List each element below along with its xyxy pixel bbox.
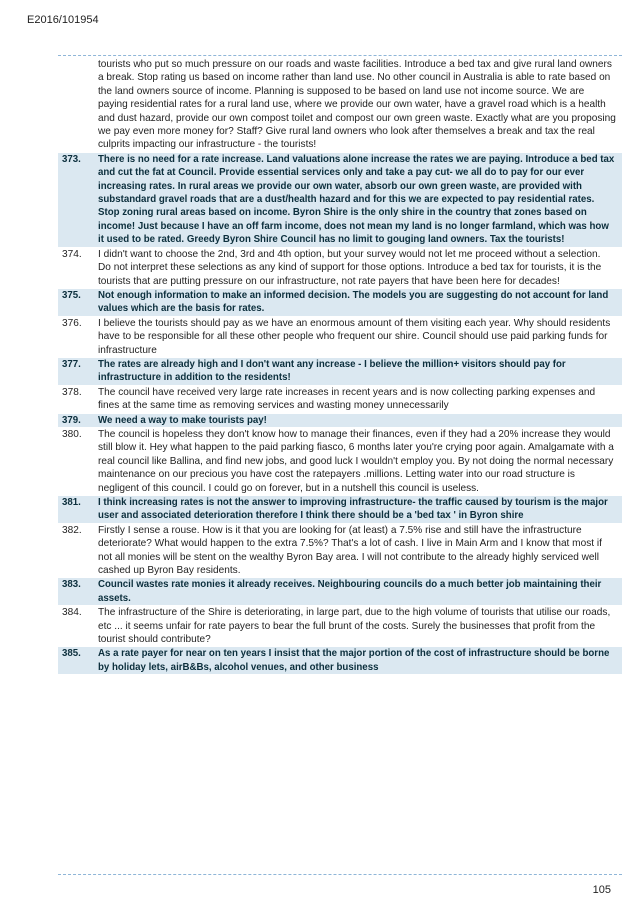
submission-text: I believe the tourists should pay as we have an enormous amount of them visiting each year. Why should residents have to be responsible for all these other people who frequent our shire. Council should use paid parking funds for infrastructure <box>98 317 611 356</box>
submission-number: 374. <box>62 248 82 260</box>
submission-row <box>58 289 622 316</box>
submission-number: 385. <box>62 648 81 660</box>
submission-number: 381. <box>62 497 81 508</box>
submission-number: 378. <box>62 386 82 398</box>
submission-number: 380. <box>62 428 82 440</box>
submission-text: I think increasing rates is not the answer to improving infrastructure- the traffic caused by tourism is the major user and associated deterioration therefore I think there should be a 'bed tax ' in Byron shire <box>98 497 608 522</box>
submission-text: We need a way to make tourists pay! <box>98 414 267 426</box>
submission-text: Not enough information to make an informed decision. The models you are suggesting do not account for land values which are the basis for rates. <box>98 289 609 315</box>
submission-row <box>58 647 622 674</box>
submission-list <box>58 58 622 674</box>
submission-number: 376. <box>62 317 82 329</box>
submission-number: 377. <box>62 358 81 370</box>
submission-text: The council have received very large rate increases in recent years and is now collecting parking expenses and fines at the same time as removing services and wasting money unnecessarily <box>98 386 596 412</box>
submission-row <box>58 58 622 152</box>
submission-text: tourists who put so much pressure on our roads and waste facilities. Introduce a bed tax and give rural land owners a break. Stop rating us based on income rather than land use. No other council in Australia is able to rate based on the land owners source of income. Planning is supposed to be based on land use not income source. We are paying residential rates for a rural land use, where we provide our own water, have a gravel road which is a health and dust hazard, provide our own compost toilet and compost our own green waste. Exactly what are you proposing we pay even more money for? Staff? Give rural land owners who look after themselves a break and tax the real culprits impacting our infrastructure - the tourists! <box>98 59 616 151</box>
bottom-divider <box>58 874 622 875</box>
submission-row <box>58 578 622 605</box>
submission-row <box>58 248 622 288</box>
submission-row <box>58 524 622 578</box>
submission-text: Firstly I sense a rouse. How is it that you are looking for (at least) a 7.5% rise and still have the infrastructure deteriorate? What would happen to the extra 7.5%? That's a lot of cash. I live in Main Arm and I know that most if not all monies will be stent on the wealthy Byron Bay area. I will not contribute to the already highly serviced well cashed up Byron Bay residents. <box>98 524 602 577</box>
document-reference: E2016/101954 <box>27 14 99 26</box>
submission-row <box>58 153 622 247</box>
submission-number: 375. <box>62 289 81 301</box>
submission-text: The council is hopeless they don't know how to manage their finances, even if they had a 20% increase they would still blow it. Hey what happen to the paid parking fiasco, 6 months later you're crying poor again. Amalgamate with a real council like Ballina, and find new jobs, and good luck I wouldn't employ you. By not doing the normal necessary maintenance on our precious you have cost the ratepayers .millions. Letting water into our road structure is negligent of this council. I could go on forever, but in a nutshell this council is useless. <box>98 428 614 494</box>
submission-number: 383. <box>62 579 81 591</box>
submission-text: There is no need for a rate increase. Land valuations alone increase the rates we are paying. Introduce a bed tax and cut the fat at Council. Provide essential services only and take a pay cut- we all do to pay for our ever increasing rates. In rural areas we provide our own water, absorb our own green waste, are provided with substandard gravel roads that are a dust/health hazard and for this we are expected to pay residential rates. Stop zoning rural areas based on income. Byron Shire is the only shire in the country that zones based on income! Just because I have an off farm income, does not mean my land is no longer farmland, which was how it used to be rated. Greedy Byron Shire Council has no limit to gouging land owners. Tax the tourists! <box>98 153 615 246</box>
submission-row <box>58 358 622 385</box>
submission-number: 373. <box>62 153 81 165</box>
submission-text: The rates are already high and I don't want any increase - I believe the million+ visitors should pay for infrastructure in addition to the residents! <box>98 358 566 384</box>
submission-row <box>58 496 622 523</box>
submission-row <box>58 428 622 495</box>
submission-number: 384. <box>62 607 82 619</box>
submission-number <box>58 58 98 152</box>
submission-row <box>58 386 622 413</box>
submission-text: Council wastes rate monies it already receives. Neighbouring councils do a much better job maintaining their assets. <box>98 579 602 604</box>
submission-number: 382. <box>62 524 82 536</box>
submission-text: The infrastructure of the Shire is deteriorating, in large part, due to the high volume of tourists that utilise our roads, etc ... it seems unfair for rate payers to bear the full brunt of the costs. Surely the businesses that profit from the tourist should contribute? <box>98 607 611 646</box>
submission-text: I didn't want to choose the 2nd, 3rd and 4th option, but your survey would not let me proceed without a selection. Do not interpret these selections as any kind of support for those options. Introduce a bed tax for tourists, it is the tourists that are putting pressure on our infrastructure, not rate payers that have been here for decades! <box>98 248 602 287</box>
submission-row <box>58 317 622 357</box>
submission-row <box>58 606 622 646</box>
page-number: 105 <box>592 884 611 896</box>
top-divider <box>58 55 622 56</box>
submission-text: As a rate payer for near on ten years I insist that the major portion of the cost of infrastructure should be borne by holiday lets, airB&Bs, alcohol venues, and other business <box>98 648 610 673</box>
submission-row <box>58 414 622 427</box>
submission-number: 379. <box>62 414 81 426</box>
